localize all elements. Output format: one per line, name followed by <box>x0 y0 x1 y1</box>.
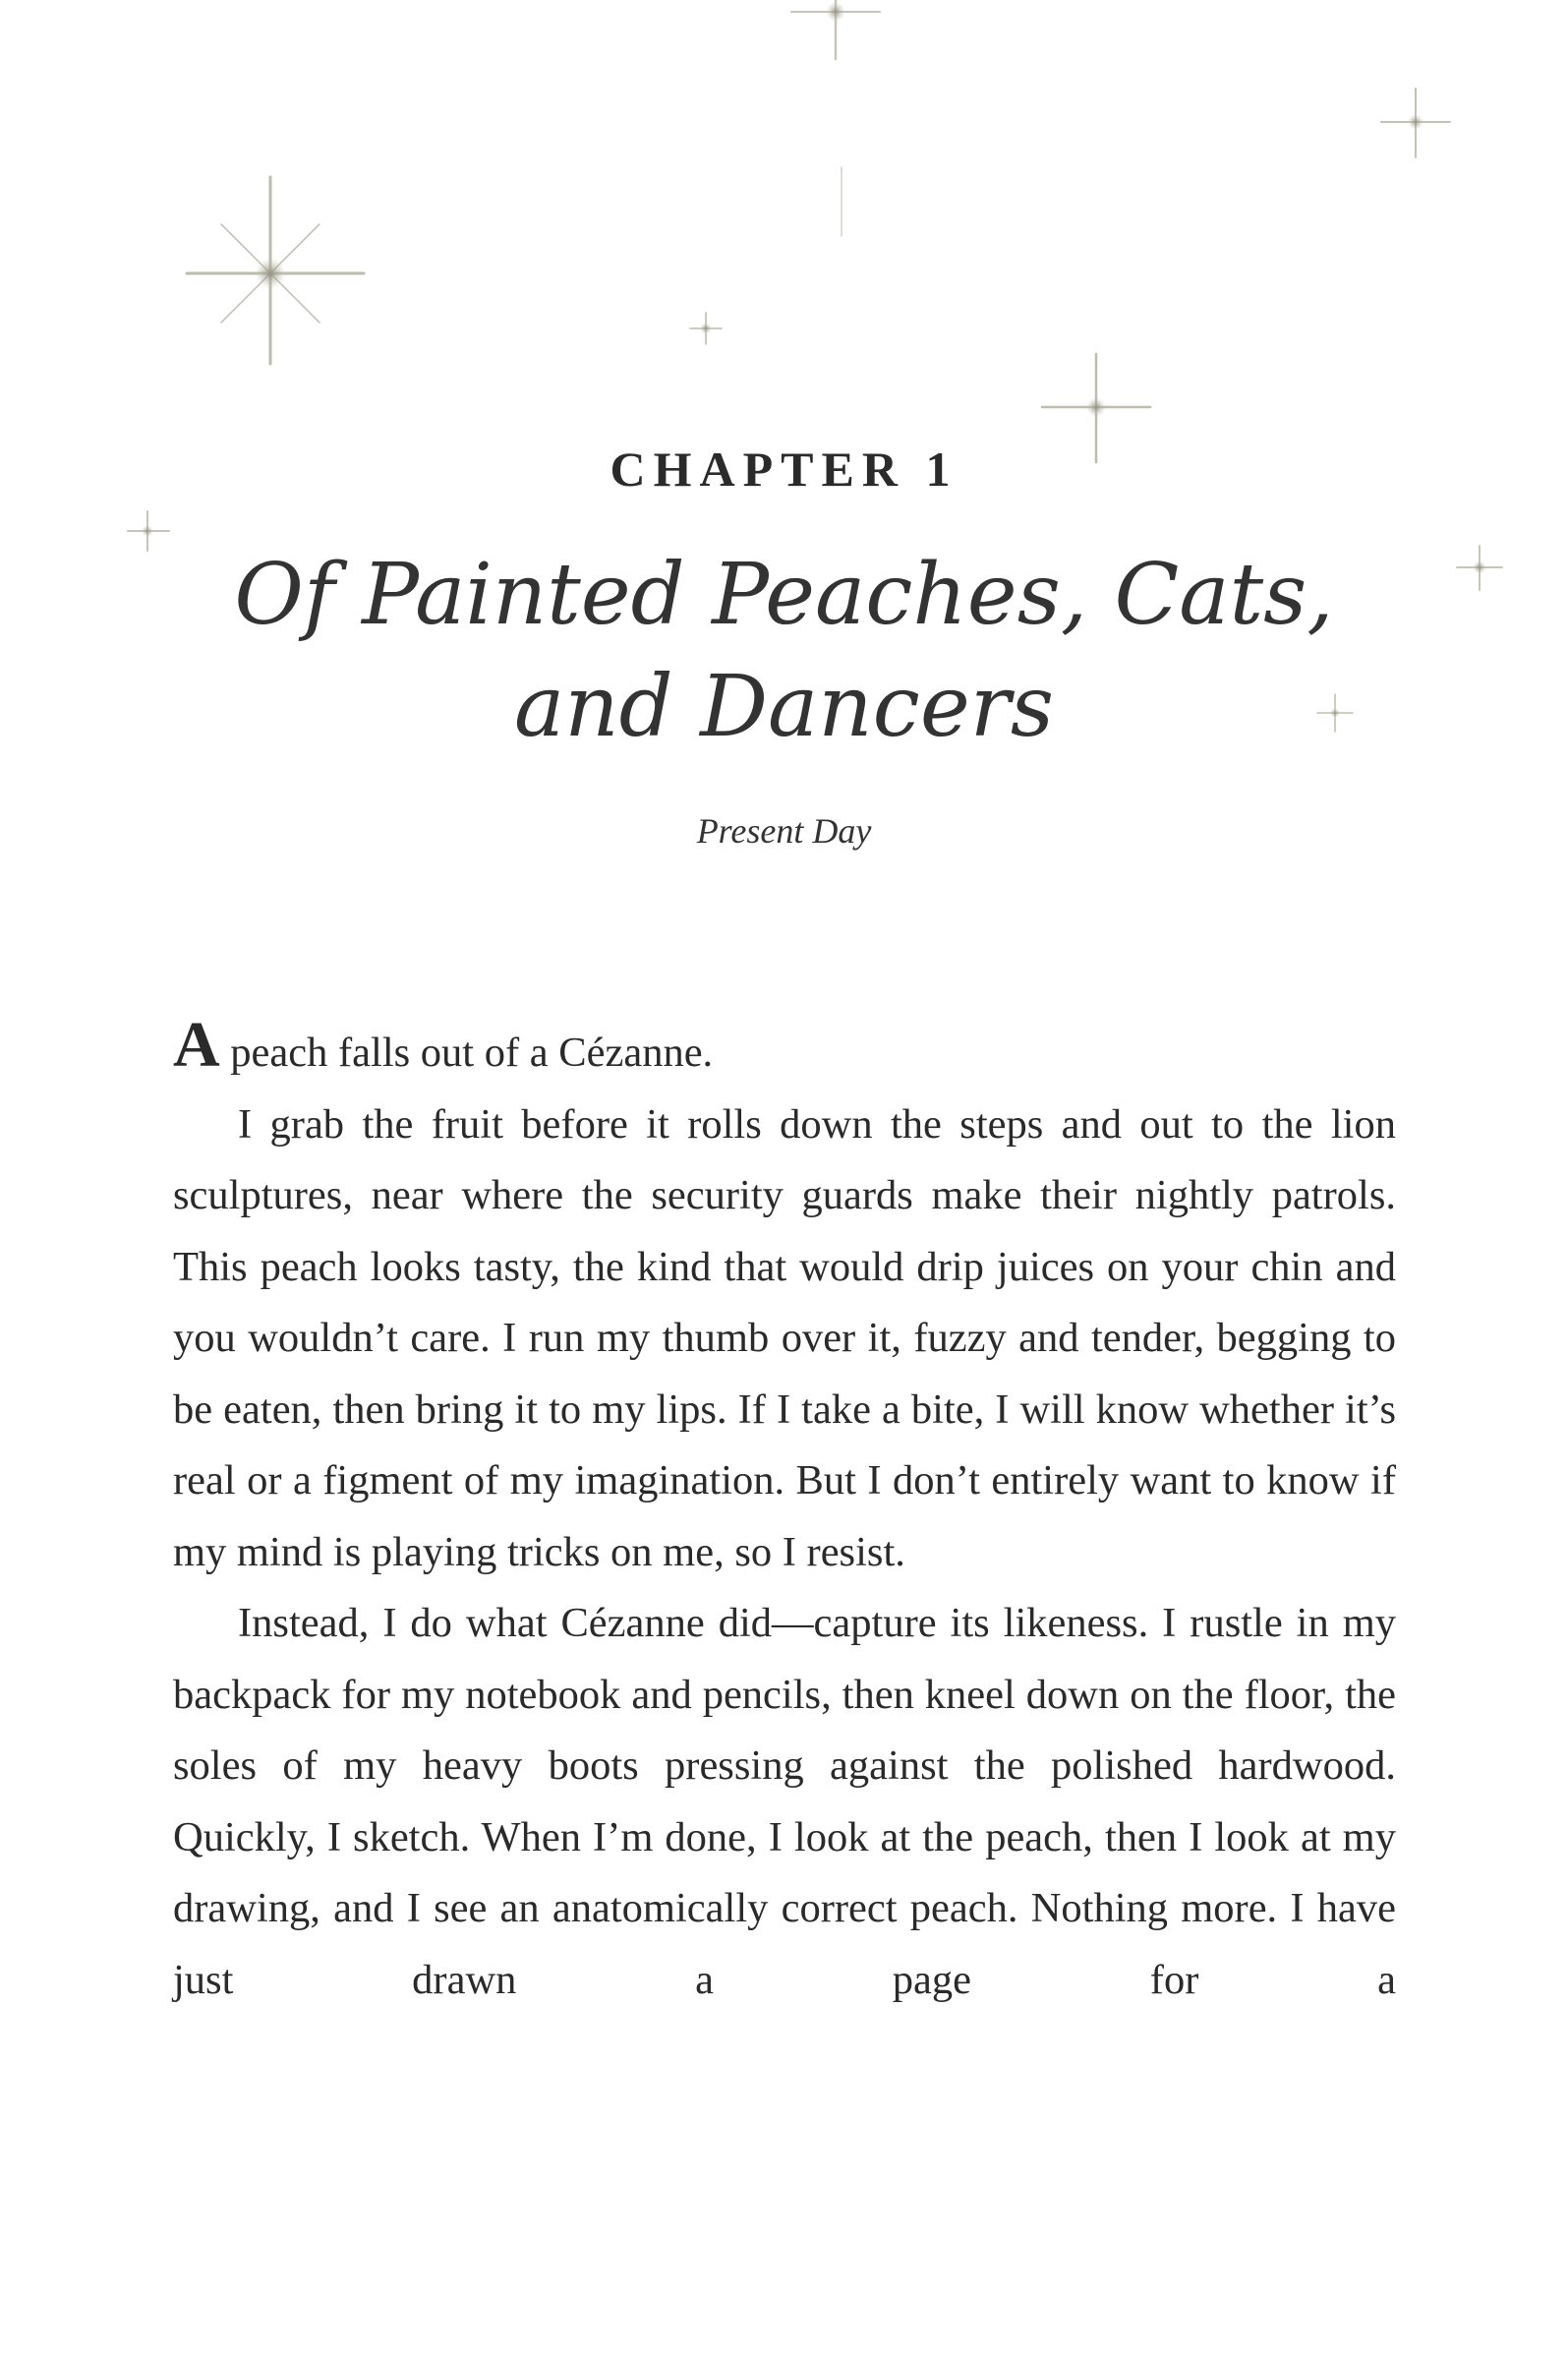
chapter-title <box>0 539 1568 763</box>
sparkle-icon <box>791 0 880 59</box>
drop-cap: A <box>173 1009 220 1081</box>
paragraph-1 <box>173 1009 1396 1090</box>
chapter-title-line-2: and Dancers <box>514 658 1054 756</box>
chapter-subtitle: Present Day <box>696 811 872 851</box>
sparkle-icon <box>690 313 722 344</box>
sparkle-icon <box>1381 88 1450 157</box>
paragraph-2: I grab the fruit before it rolls down the steps and out to the lion sculptures, near where the security guards make their nightly patrols. This peach looks tasty, the kind that would drip juices on your chin and you wouldn’t care. I run my thumb over it, fuzzy and tender, begging to be eaten, then bring it to my lips. If I take a bite, I will know whether it’s real or a figment of my imagination. But I don’t entirely want to know if my mind is playing tricks on me, so I resist. <box>173 1100 1396 1575</box>
chapter-label: CHAPTER 1 <box>610 442 958 497</box>
paragraph-3: Instead, I do what Cézanne did—capture its likeness. I rustle in my backpack for my notebook and pencils, then kneel down on the floor, the soles of my heavy boots pressing against the polished hardwood. Quickly, I sketch. When I’m done, I look at the peach, then I look at my drawing, and I see an anatomically correct peach. Nothing more. I have just drawn a page for a <box>173 1600 1396 2003</box>
paragraph-1-text: peach falls out of a Cézanne. <box>219 1030 714 1076</box>
chapter-title-line-1: Of Painted Peaches, Cats, <box>234 546 1334 644</box>
sparkle-icon <box>187 177 364 364</box>
body-text <box>173 1009 1396 2016</box>
